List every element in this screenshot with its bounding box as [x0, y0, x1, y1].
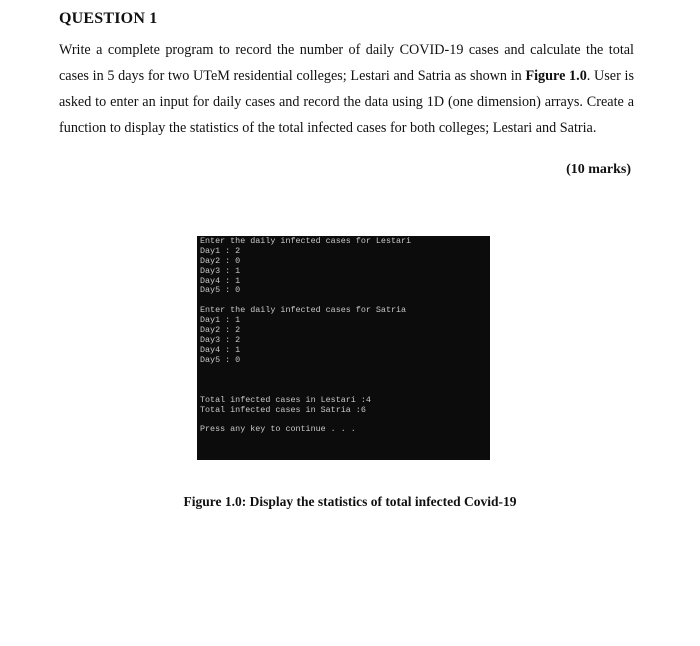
console-lestari-day-5: Day5 : 0: [200, 285, 241, 296]
question-text: [59, 37, 634, 141]
console-total-satria: Total infected cases in Satria :6: [200, 404, 366, 415]
console-satria-day-1: Day1 : 1: [200, 315, 241, 326]
console-lestari-day-1: Day1 : 2: [200, 245, 241, 256]
console-lestari-day-2: Day2 : 0: [200, 255, 241, 266]
console-satria-day-2: Day2 : 2: [200, 325, 241, 336]
console-satria-day-5: Day5 : 0: [200, 354, 241, 365]
console-satria-day-4: Day4 : 1: [200, 344, 241, 355]
console-total-lestari: Total infected cases in Lestari :4: [200, 394, 371, 405]
console-satria-day-3: Day3 : 2: [200, 335, 241, 346]
question-text-part-1: Write a complete program to record the number of daily COVID-19 cases and calculate the total cases in 5 days for two UTeM residential colleges; Lestari and Satria as shown in: [59, 42, 634, 84]
question-text-part-2: . User is asked to enter an input for daily cases and record the data using 1D (one dimension) arrays. Create a function to display the statistics of the total infected cases for both colleges; Lestari and Satria.: [59, 68, 634, 136]
console-lestari-day-4: Day4 : 1: [200, 275, 241, 286]
figure-reference: Figure 1.0: [525, 68, 587, 84]
console-output-screenshot: [197, 236, 490, 460]
console-press-key: Press any key to continue . . .: [200, 424, 356, 435]
marks-label: (10 marks): [566, 162, 631, 177]
console-satria-prompt: Enter the daily infected cases for Satria: [200, 305, 407, 316]
question-heading: QUESTION 1: [59, 10, 158, 27]
console-lestari-day-3: Day3 : 1: [200, 265, 241, 276]
figure-caption: Figure 1.0: Display the statistics of total infected Covid-19: [183, 494, 517, 509]
console-lestari-prompt: Enter the daily infected cases for Lestari: [200, 236, 412, 246]
